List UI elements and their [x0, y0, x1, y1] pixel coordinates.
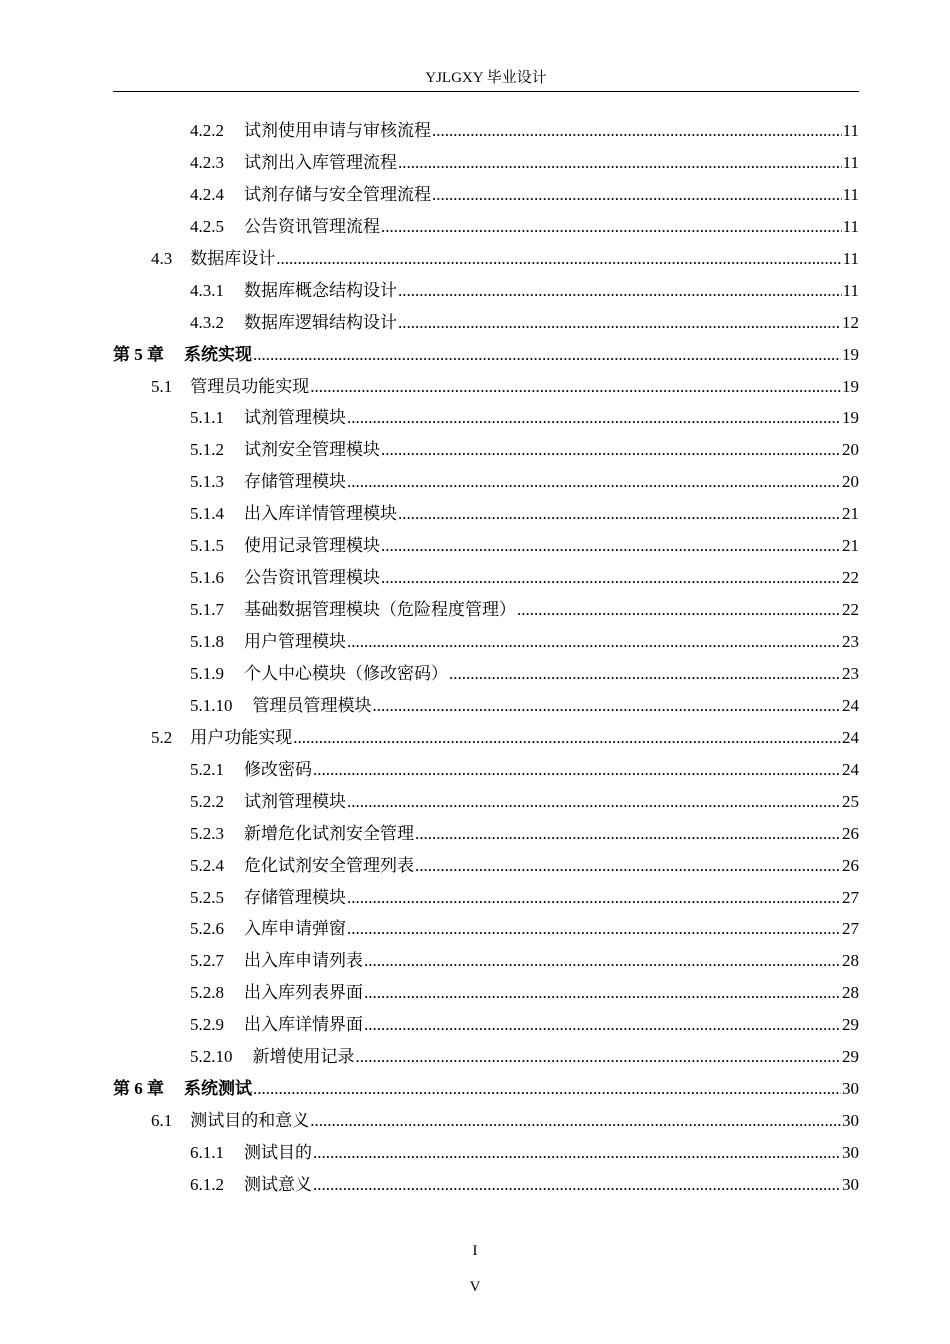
toc-entry-title: 系统测试 — [184, 1079, 252, 1099]
toc-entry-page: 28 — [842, 983, 859, 1003]
toc-entry-page: 21 — [842, 536, 859, 556]
toc-entry[interactable] — [113, 467, 859, 499]
header-rule — [113, 91, 859, 92]
toc-entry-number: 5.2.6 — [190, 919, 224, 939]
toc-entry-page: 22 — [842, 568, 859, 588]
toc-entry-title: 系统实现 — [184, 344, 252, 364]
toc-entry-page: 21 — [842, 504, 859, 524]
toc-entry-number: 5.1.1 — [190, 408, 224, 428]
toc-entry-page: 27 — [842, 887, 859, 907]
toc-entry-page: 11 — [842, 248, 859, 268]
toc-entry-title: 用户功能实现 — [190, 727, 293, 747]
toc-entry-page: 11 — [842, 216, 859, 236]
dot-leader — [364, 951, 841, 971]
toc-entry-title: 新增使用记录 — [252, 1047, 355, 1067]
dot-leader — [415, 856, 841, 876]
toc-entry-title: 试剂管理模块 — [244, 791, 346, 811]
toc-entry-title: 入库申请弹窗 — [244, 919, 346, 939]
toc-entry[interactable] — [113, 308, 859, 340]
dot-leader — [356, 1047, 842, 1067]
toc-entry-page: 20 — [842, 472, 859, 492]
toc-entry-page: 11 — [842, 280, 859, 300]
dot-leader — [347, 472, 841, 492]
toc-entry[interactable] — [113, 148, 859, 180]
section-page-number: V — [469, 1279, 481, 1295]
toc-entry-title: 公告资讯管理模块 — [244, 568, 380, 588]
toc-entry-page: 30 — [842, 1143, 859, 1162]
toc-entry-number: 4.3.2 — [190, 312, 224, 332]
dot-leader — [381, 440, 841, 460]
toc-entry-title: 出入库详情管理模块 — [244, 504, 397, 524]
dot-leader — [253, 1079, 841, 1099]
toc-entry[interactable] — [113, 499, 859, 531]
toc-entry-title: 测试意义 — [244, 1174, 312, 1194]
toc-entry-page: 19 — [842, 376, 859, 396]
toc-entry-number: 5.1.10 — [190, 695, 233, 715]
toc-entry-number: 5.2.3 — [190, 823, 224, 843]
toc-entry-page: 28 — [842, 951, 859, 971]
toc-entry[interactable] — [113, 978, 859, 1010]
toc-entry-page: 29 — [842, 1047, 859, 1067]
toc-entry-page: 27 — [842, 919, 859, 939]
toc-entry[interactable] — [113, 723, 859, 755]
dot-leader — [381, 536, 841, 556]
toc-entry[interactable] — [113, 883, 859, 915]
dot-leader — [381, 568, 841, 588]
toc-entry-number: 第 5 章 — [113, 344, 164, 364]
toc-entry-title: 数据库概念结构设计 — [244, 280, 397, 300]
toc-entry-title: 使用记录管理模块 — [244, 536, 380, 556]
toc-entry-number: 5.1.9 — [190, 663, 224, 683]
toc-entry[interactable] — [113, 1042, 859, 1074]
dot-leader — [347, 792, 841, 812]
toc-entry-number: 4.3 — [151, 248, 173, 268]
toc-entry-title: 危化试剂安全管理列表 — [244, 855, 414, 875]
dot-leader — [517, 600, 841, 620]
toc-entry-number: 4.2.2 — [190, 121, 224, 140]
toc-entry-title: 存储管理模块 — [244, 472, 346, 492]
toc-entry-number: 4.2.5 — [190, 216, 224, 236]
toc-entry-page: 23 — [842, 663, 859, 683]
toc-entry-number: 5.1.6 — [190, 568, 224, 588]
dot-leader — [313, 1175, 841, 1195]
toc-entry-number: 4.3.1 — [190, 280, 224, 300]
toc-entry-number: 4.2.3 — [190, 152, 224, 172]
toc-entry[interactable] — [113, 946, 859, 978]
toc-entry[interactable] — [113, 403, 859, 435]
dot-leader — [364, 983, 841, 1003]
toc-entry-number: 5.1 — [151, 376, 173, 396]
toc-entry-number: 第 6 章 — [113, 1079, 164, 1099]
toc-entry-page: 11 — [842, 152, 859, 172]
toc-entry-page: 30 — [842, 1111, 859, 1131]
toc-entry-page: 12 — [842, 312, 859, 332]
toc-entry-number: 6.1.1 — [190, 1143, 224, 1162]
toc-entry[interactable] — [113, 787, 859, 819]
toc-entry-title: 基础数据管理模块（危险程度管理） — [244, 600, 516, 620]
table-of-contents — [113, 116, 859, 1202]
toc-entry-title: 数据库逻辑结构设计 — [244, 312, 397, 332]
toc-entry-title: 管理员功能实现 — [190, 376, 310, 396]
toc-entry-title: 用户管理模块 — [244, 632, 346, 651]
toc-entry[interactable] — [113, 1010, 859, 1042]
dot-leader — [347, 632, 841, 652]
toc-entry[interactable] — [113, 1138, 859, 1170]
toc-entry-page: 26 — [842, 823, 859, 843]
toc-entry-page: 26 — [842, 855, 859, 875]
toc-entry-title: 出入库申请列表 — [244, 951, 363, 971]
toc-entry-title: 管理员管理模块 — [252, 695, 372, 715]
dot-leader — [253, 345, 841, 365]
toc-entry-page: 30 — [842, 1079, 859, 1099]
toc-entry[interactable] — [113, 755, 859, 787]
dot-leader — [381, 217, 842, 237]
dot-leader — [293, 728, 841, 748]
toc-entry-number: 5.1.2 — [190, 440, 224, 460]
toc-entry[interactable] — [113, 851, 859, 883]
toc-entry-number: 5.1.5 — [190, 536, 224, 556]
dot-leader — [364, 1015, 841, 1035]
toc-entry-title: 新增危化试剂安全管理 — [244, 823, 414, 843]
toc-entry-title: 试剂使用申请与审核流程 — [244, 121, 431, 140]
dot-leader — [276, 249, 841, 269]
toc-entry-number: 5.2.7 — [190, 951, 224, 971]
toc-entry-number: 5.2 — [151, 727, 173, 747]
toc-entry-title: 试剂出入库管理流程 — [244, 152, 397, 172]
dot-leader — [347, 408, 841, 428]
toc-entry-page: 24 — [842, 727, 859, 747]
toc-entry[interactable] — [113, 212, 859, 244]
dot-leader — [373, 696, 842, 716]
toc-entry-title: 修改密码 — [244, 759, 312, 779]
toc-entry-title: 出入库列表界面 — [244, 983, 363, 1003]
dot-leader — [415, 824, 841, 844]
toc-entry-number: 5.1.4 — [190, 504, 224, 524]
toc-entry-number: 6.1.2 — [190, 1174, 224, 1194]
toc-entry[interactable] — [113, 435, 859, 467]
toc-entry-number: 5.1.7 — [190, 600, 224, 620]
toc-entry-title: 出入库详情界面 — [244, 1015, 363, 1035]
toc-entry-title: 测试目的和意义 — [190, 1111, 310, 1131]
dot-leader — [310, 377, 841, 397]
dot-leader — [432, 121, 842, 141]
toc-entry[interactable] — [113, 914, 859, 946]
toc-entry-title: 存储管理模块 — [244, 887, 346, 907]
dot-leader — [432, 185, 842, 205]
toc-entry-page: 20 — [842, 440, 859, 460]
toc-entry[interactable] — [113, 1074, 859, 1106]
toc-entry-number: 5.1.8 — [190, 632, 224, 651]
toc-entry[interactable] — [113, 1106, 859, 1138]
toc-entry-title: 数据库设计 — [190, 248, 276, 268]
toc-entry-title: 试剂存储与安全管理流程 — [244, 184, 431, 204]
toc-entry-page: 22 — [842, 600, 859, 620]
toc-entry-number: 5.2.8 — [190, 983, 224, 1003]
toc-entry-page: 23 — [842, 632, 859, 651]
toc-entry[interactable] — [113, 691, 859, 723]
toc-entry[interactable] — [113, 531, 859, 563]
toc-entry-number: 5.2.4 — [190, 855, 224, 875]
toc-entry-page: 19 — [842, 344, 859, 364]
page-number: I — [472, 1243, 478, 1259]
toc-entry[interactable] — [113, 276, 859, 308]
toc-entry[interactable] — [113, 372, 859, 404]
toc-entry[interactable] — [113, 659, 859, 691]
toc-entry-page: 24 — [842, 759, 859, 779]
toc-entry-title: 试剂安全管理模块 — [244, 440, 380, 460]
toc-entry-page: 30 — [842, 1174, 859, 1194]
page-header-title: YJLGXY 毕业设计 — [425, 70, 547, 86]
toc-entry-title: 公告资讯管理流程 — [244, 216, 380, 236]
toc-entry[interactable] — [113, 116, 859, 148]
toc-entry-page: 25 — [842, 791, 859, 811]
dot-leader — [313, 760, 841, 780]
toc-entry[interactable] — [113, 627, 859, 659]
dot-leader — [347, 919, 841, 939]
toc-entry-page: 11 — [842, 121, 859, 140]
dot-leader — [398, 313, 841, 333]
toc-entry[interactable] — [113, 180, 859, 212]
toc-entry-page: 29 — [842, 1015, 859, 1035]
toc-entry-number: 5.2.2 — [190, 791, 224, 811]
dot-leader — [398, 153, 842, 173]
toc-entry-title: 测试目的 — [244, 1143, 312, 1162]
dot-leader — [310, 1111, 841, 1131]
toc-entry-page: 19 — [842, 408, 859, 428]
dot-leader — [347, 888, 841, 908]
toc-entry-number: 5.2.10 — [190, 1047, 233, 1067]
toc-entry-number: 5.2.1 — [190, 759, 224, 779]
dot-leader — [398, 504, 841, 524]
toc-entry[interactable] — [113, 244, 859, 276]
toc-entry[interactable] — [113, 819, 859, 851]
dot-leader — [398, 281, 842, 301]
toc-entry[interactable] — [113, 563, 859, 595]
toc-entry-title: 试剂管理模块 — [244, 408, 346, 428]
toc-entry-number: 6.1 — [151, 1111, 173, 1131]
toc-entry[interactable] — [113, 340, 859, 372]
dot-leader — [449, 664, 841, 684]
toc-entry-number: 4.2.4 — [190, 184, 224, 204]
toc-entry-number: 5.2.5 — [190, 887, 224, 907]
toc-entry-page: 24 — [842, 695, 859, 715]
toc-entry[interactable] — [113, 1170, 859, 1202]
toc-entry-title: 个人中心模块（修改密码） — [244, 663, 448, 683]
dot-leader — [313, 1143, 841, 1163]
toc-entry-page: 11 — [842, 184, 859, 204]
toc-entry[interactable] — [113, 595, 859, 627]
toc-entry-number: 5.1.3 — [190, 472, 224, 492]
toc-entry-number: 5.2.9 — [190, 1015, 224, 1035]
